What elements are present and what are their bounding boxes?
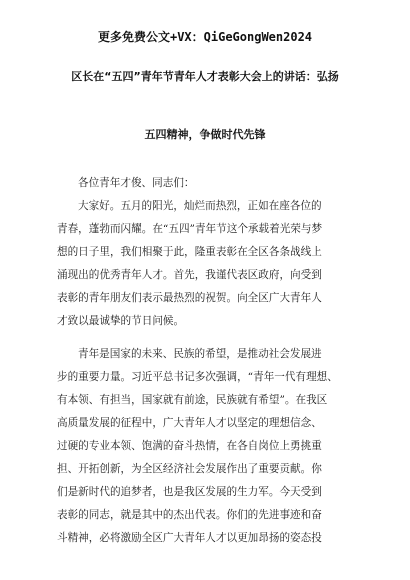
paragraph-line: 步的重要力量。习近平总书记多次强调，“青年一代有理想、 [57, 371, 338, 383]
paragraph-line: 青年是国家的未来、民族的希望，是推动社会发展进 [78, 348, 322, 360]
paragraph-line: 涌现出的优秀青年人才。首先，我谨代表区政府，向受到 [57, 269, 322, 281]
salutation-block [57, 172, 353, 195]
paragraph-2 [57, 343, 353, 550]
paragraph-line: 才致以最诚挚的节日问候。 [57, 315, 185, 327]
paragraph-line: 过硬的专业本领、饱满的奋斗热情，在各自岗位上勇挑重 [57, 440, 322, 452]
paragraph-line: 们是新时代的追梦者，也是我区发展的生力军。今天受到 [57, 486, 322, 498]
paragraph-line: 有本领、有担当，国家就有前途，民族就有希望”。在我区 [57, 394, 328, 406]
paragraph-line: 大家好。五月的阳光，灿烂而热烈，正如在座各位的 [78, 200, 322, 212]
paragraph-line: 表彰的青年朋友们表示最热烈的祝贺。向全区广大青年人 [57, 292, 322, 304]
paragraph-line: 表彰的同志，就是其中的杰出代表。你们的先进事迹和奋 [57, 509, 322, 521]
paragraph-line: 高质量发展的征程中，广大青年人才以坚定的理想信念、 [57, 417, 322, 429]
paragraph-line: 想的日子里，我们相聚于此，隆重表彰在全区各条战线上 [57, 246, 322, 258]
document-title-line-1: 区长在“五四”青年节青年人才表彰大会上的讲话：弘扬 [71, 70, 339, 83]
paragraph-line: 青春，蓬勃而闪耀。在“五四”青年节这个承载着光荣与梦 [57, 223, 323, 235]
salutation: 各位青年才俊、同志们： [78, 177, 195, 189]
paragraph-1 [57, 195, 353, 333]
document-title-line-2: 五四精神，争做时代先锋 [144, 128, 266, 141]
paragraph-line: 斗精神，必将激励全区广大青年人才以更加昂扬的姿态投 [57, 532, 322, 544]
promo-header: 更多免费公文+VX：QiGeGongWen2024 [97, 30, 313, 44]
paragraph-line: 担、开拓创新，为全区经济社会发展作出了重要贡献。你 [57, 463, 322, 475]
